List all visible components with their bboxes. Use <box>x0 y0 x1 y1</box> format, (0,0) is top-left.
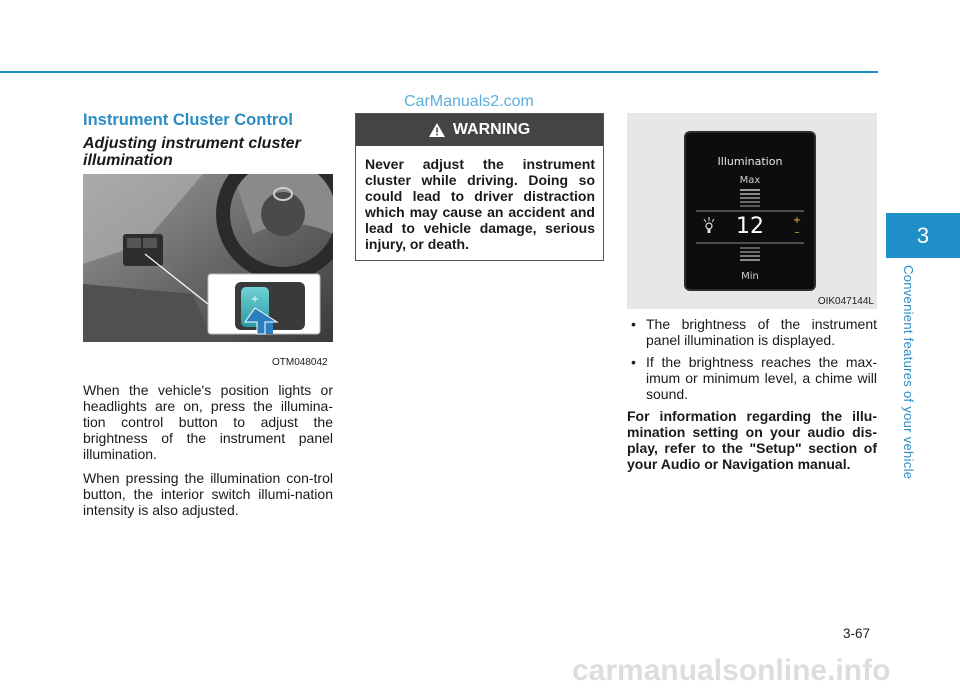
warning-title: WARNING <box>452 121 531 138</box>
sub-title: Adjusting instrument cluster illumination <box>83 135 301 169</box>
dashboard-illustration <box>83 174 333 342</box>
chapter-tab: 3 <box>886 213 960 258</box>
warning-header <box>356 114 603 146</box>
display-plus: + <box>792 215 802 226</box>
chapter-title: Convenient features of your vehicle <box>901 265 916 480</box>
paragraph-1: When the vehicle's position lights or headlights are on, press the illumina-tion control button to adjust the brightness of the instrument panel illumination. <box>83 382 333 462</box>
svg-text:+: + <box>250 294 260 305</box>
top-rule <box>0 71 878 73</box>
bullet-item-1: • The brightness of the instrument panel illumination is displayed. <box>627 316 877 348</box>
section-title: Instrument Cluster Control <box>83 111 293 129</box>
cluster-display-image <box>627 113 877 309</box>
display-min-label: Min <box>741 271 759 282</box>
warning-triangle-icon <box>429 123 445 137</box>
footer-watermark: carmanualsonline.info <box>572 654 891 687</box>
paragraph-2: When pressing the illumination con-trol button, the interior switch illumi-nation intensity is also adjusted. <box>83 470 333 518</box>
warning-box <box>355 113 604 261</box>
audio-setup-note: For information regarding the illu-mination setting on your audio dis-play, refer to the "Setup" section of your Audio or Navigation manual. <box>627 408 877 472</box>
cluster-caption: OIK047144L <box>817 296 874 307</box>
illumination-icon <box>704 217 714 233</box>
bullet-list <box>627 316 877 408</box>
cluster-screen <box>684 131 816 291</box>
warning-text: Never adjust the instrument cluster while driving. Doing so could lead to driver distraction which may cause an accident and lead to vehicle damage, serious injury, or death. <box>365 156 595 252</box>
display-minus: – <box>794 227 800 238</box>
page-number: 3-67 <box>843 626 871 641</box>
illumination-display <box>686 133 814 289</box>
display-max-label: Max <box>739 175 761 186</box>
photo-caption: OTM048042 <box>272 357 328 368</box>
dashboard-photo <box>83 174 333 342</box>
lower-level-bars <box>740 247 760 261</box>
display-value: 12 <box>736 214 764 239</box>
upper-level-bars <box>740 189 760 207</box>
bullet-item-2: • If the brightness reaches the max-imum or minimum level, a chime will sound. <box>627 354 877 402</box>
watermark: CarManuals2.com <box>404 93 534 110</box>
display-heading: Illumination <box>717 155 783 168</box>
